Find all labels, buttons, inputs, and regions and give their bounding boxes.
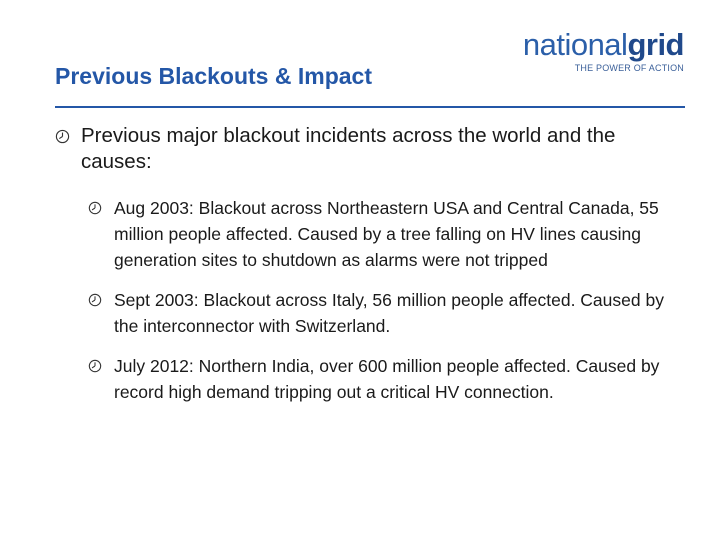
logo-word-grid: grid bbox=[627, 27, 684, 62]
main-bullet-text: Previous major blackout incidents across the world and the causes: bbox=[81, 124, 616, 173]
slide-title: Previous Blackouts & Impact bbox=[55, 63, 372, 89]
clock-bullet-icon bbox=[88, 195, 114, 221]
logo-tagline: THE POWER OF ACTION bbox=[574, 63, 684, 73]
national-grid-logo bbox=[523, 28, 684, 73]
list-item bbox=[88, 287, 688, 339]
main-bullet bbox=[55, 123, 685, 175]
sub-bullet-list bbox=[88, 195, 688, 419]
title-divider bbox=[55, 106, 685, 108]
logo-wordmark bbox=[523, 28, 684, 62]
clock-bullet-icon bbox=[88, 287, 114, 313]
clock-bullet-icon bbox=[55, 123, 81, 149]
list-item bbox=[88, 353, 688, 405]
clock-bullet-icon bbox=[88, 353, 114, 379]
logo-word-national: national bbox=[522, 27, 628, 62]
list-item-text: July 2012: Northern India, over 600 million people affected. Caused by record high demand tripping out a critical HV connection. bbox=[114, 356, 660, 402]
list-item-text: Aug 2003: Blackout across Northeastern USA and Central Canada, 55 million people affected. Caused by a tree falling on HV lines causing generation sites to shutdown as alarms were not tripped bbox=[114, 198, 659, 270]
list-item-text: Sept 2003: Blackout across Italy, 56 million people affected. Caused by the interconnector with Switzerland. bbox=[114, 290, 664, 336]
list-item bbox=[88, 195, 688, 273]
